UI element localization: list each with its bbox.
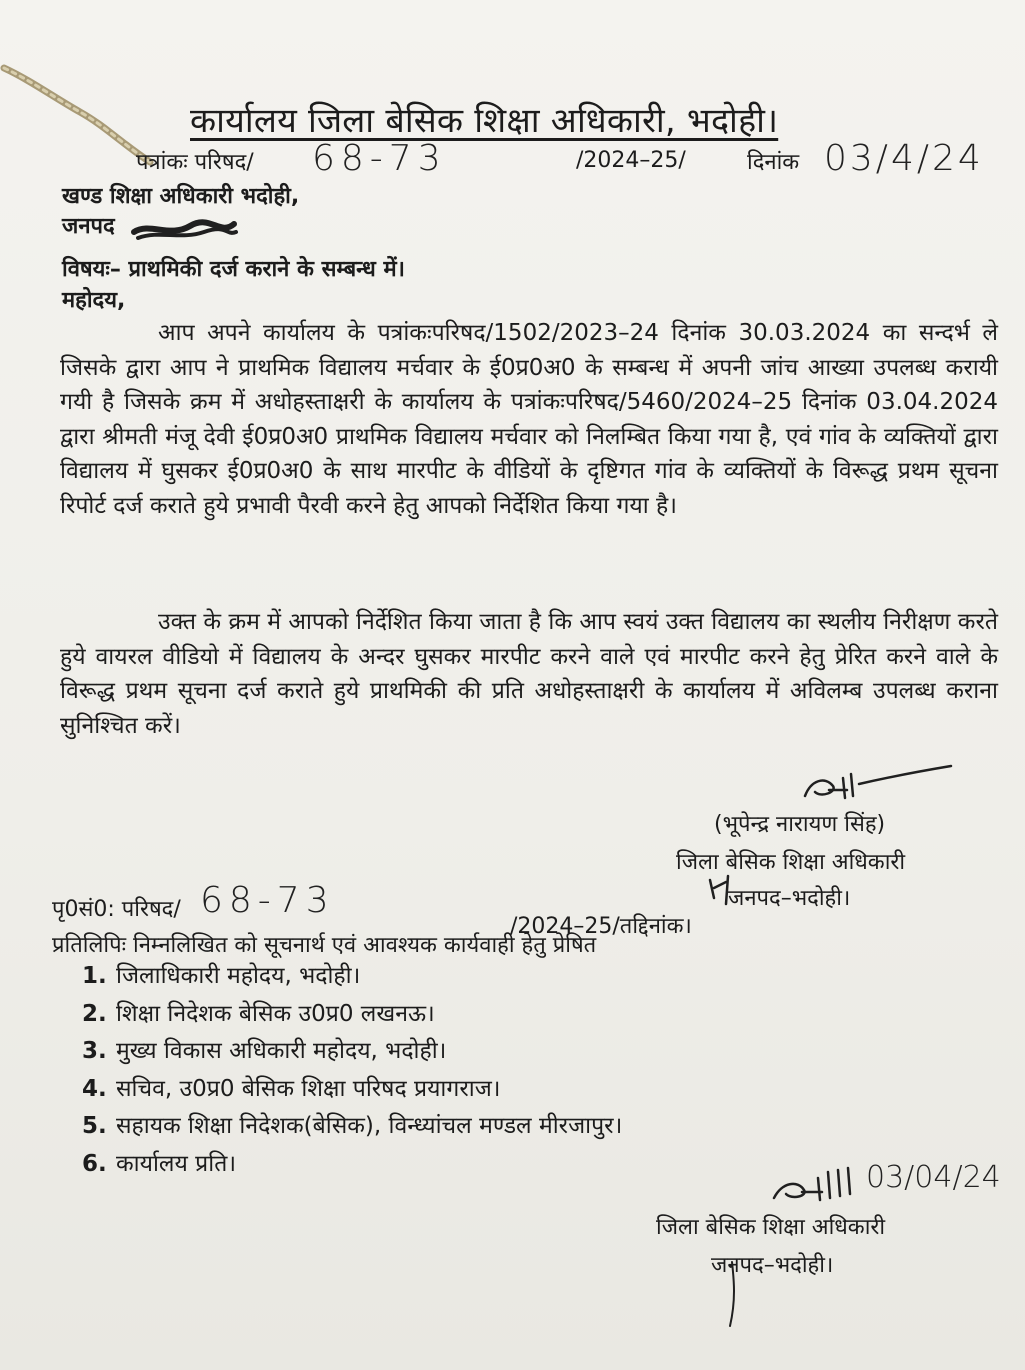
office-heading: कार्यालय जिला बेसिक शिक्षा अधिकारी, भदोही। [190,101,779,141]
subject-line: विषयः– प्राथमिकी दर्ज कराने के सम्बन्ध में। [62,257,405,282]
body-paragraph-2: उक्त के क्रम में आपको निर्देशित किया जाता है कि आप स्वयं उक्त विद्यालय का स्थलीय निरीक्षण करते हुये वायरल वीडियो में विद्यालय के अन्दर घुसकर मारपीट करने वाले एवं मारपीट करने हेतु प्रेरित करने वाले के विरूद्ध प्रथम सूचना दर्ज कराते हुये प्राथमिकी की प्रति अधोहस्ताक्षरी के कार्यालय में अविलम्ब उपलब्ध कराना सुनिश्चित करें। [60,609,998,739]
list-item: 3. मुख्य विकास अधिकारी महोदय, भदोही। [82,1038,447,1064]
copy-intro: प्रतिलिपिः निम्नलिखित को सूचनार्थ एवं आवश्यक कार्यवाही हेतु प्रेषित [52,933,597,958]
date-label: दिनांक [747,150,800,175]
addressee-line1: खण्ड शिक्षा अधिकारी भदोही, [62,184,300,209]
list-item: 1. जिलाधिकारी महोदय, भदोही। [82,963,361,989]
strikeout-scribble [130,210,240,246]
signatory-designation: जिला बेसिक शिक्षा अधिकारी [676,850,906,875]
signatory-district: जनपद–भदोही। [728,886,851,911]
signatory-designation-2: जिला बेसिक शिक्षा अधिकारी [656,1215,886,1240]
signature-date-handwritten: 03/04/24 [866,1160,1001,1195]
signature-scribble-1 [785,762,955,812]
addressee-line2: जनपद [62,214,115,239]
list-item: 2. शिक्षा निदेशक बेसिक उ0प्र0 लखनऊ। [82,1000,435,1027]
recipient-list [82,958,622,1183]
copy-ref-label: पृ0सं0: परिषद/ [52,897,181,922]
signature-scribble-2 [768,1160,868,1210]
ref-label: पत्रांकः परिषद/ [136,150,254,175]
body-paragraph-1: आप अपने कार्यालय के पत्रांकःपरिषद/1502/2023–24 दिनांक 30.03.2024 का सन्दर्भ ले जिसके द्वारा आप ने प्राथमिक विद्यालय मर्चवार के ई0प्र0अ0 के सम्बन्ध में अपनी जांच आख्या उपलब्ध करायी गयी है जिसके क्रम में अधोहस्ताक्षरी के कार्यालय के पत्रांकःपरिषद/5460/2024–25 दिनांक 03.04.2024 द्वारा श्रीमती मंजू देवी ई0प्र0अ0 प्राथमिक विद्यालय मर्चवार को निलम्बित किया गया है, एवं गांव के व्यक्तियों द्वारा विद्यालय में घुसकर ई0प्र0अ0 के साथ मारपीट के वीडियों के दृष्टिगत गांव के व्यक्तियों के विरूद्ध प्रथम सूचना रिपोर्ट दर्ज कराते हुये प्रभावी पैरवी करने हेतु आपको निर्देशित किया गया है। [60,320,998,519]
signatory-name: (भूपेन्द्र नारायण सिंह) [714,812,886,837]
salutation: महोदय, [62,288,126,313]
list-item: 6. कार्यालय प्रति। [82,1150,237,1177]
copy-ref-number-handwritten: 68-73 [200,880,335,921]
ref-number-handwritten: 68-73 [312,138,447,179]
list-item: 5. सहायक शिक्षा निदेशक(बेसिक), विन्ध्यांचल मण्डल मीरजापुर। [82,1113,623,1139]
copy-ref-year: /2024–25/तद्दिनांक। [510,914,692,939]
list-item: 4. सचिव, उ0प्र0 बेसिक शिक्षा परिषद प्रयागराज। [82,1075,501,1102]
date-handwritten: 03/4/24 [824,138,984,179]
signatory-district-2: जनपद–भदोही। [711,1253,834,1278]
signature-stroke [712,1260,752,1330]
ref-year: /2024–25/ [576,148,686,173]
